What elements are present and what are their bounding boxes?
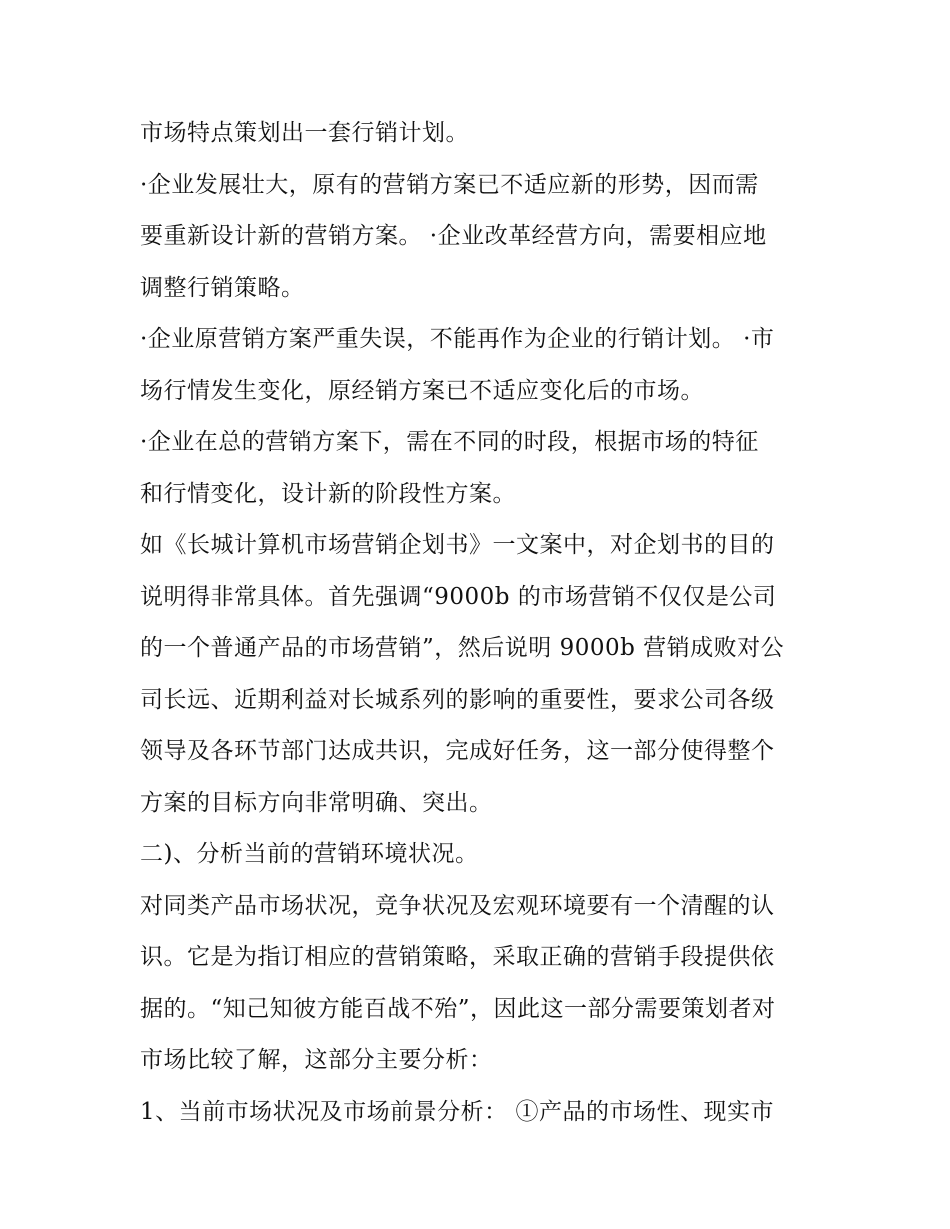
- text-line: 领导及各环节部门达成共识，完成好任务，这一部分使得整个: [140, 738, 775, 764]
- text-line: 1、当前市场状况及市场前景分析： ①产品的市场性、现实市: [140, 1098, 774, 1125]
- text-line: ·企业发展壮大，原有的营销方案已不适应新的形势，因而需: [140, 171, 759, 198]
- text-line: 司长远、近期利益对长城系列的影响的重要性，要求公司各级: [140, 686, 775, 713]
- text-line: ·企业原营销方案严重失误，不能再作为企业的行销计划。 ·市: [140, 326, 775, 352]
- text-line: 场行情发生变化，原经销方案已不适应变化后的市场。: [140, 377, 704, 404]
- text-line: 市场比较了解，这部分主要分析：: [140, 1047, 493, 1073]
- text-line: 对同类产品市场状况，竞争状况及宏观环境要有一个清醒的认: [140, 892, 775, 919]
- text-line: 据的。“知己知彼方能百战不殆”，因此这一部分需要策划者对: [140, 995, 776, 1022]
- text-line: 和行情变化，设计新的阶段性方案。: [140, 480, 516, 507]
- text-line: 要重新设计新的营销方案。 ·企业改革经营方向，需要相应地: [140, 223, 767, 249]
- text-line: 调整行销策略。: [140, 274, 305, 301]
- body-text: [140, 108, 820, 1138]
- text-line: 的一个普通产品的市场营销”，然后说明 9000b 营销成败对公: [140, 635, 785, 661]
- text-line: 说明得非常具体。首先强调“9000b 的市场营销不仅仅是公司: [140, 583, 777, 610]
- text-line: 方案的目标方向非常明确、突出。: [140, 789, 493, 816]
- text-line: 识。它是为指订相应的营销策略，采取正确的营销手段提供依: [140, 944, 775, 970]
- section-heading: 二)、分析当前的营销环境状况。: [140, 841, 479, 867]
- text-line: 如《长城计算机市场营销企划书》一文案中，对企划书的目的: [140, 532, 775, 558]
- text-line: 市场特点策划出一套行销计划。: [140, 120, 469, 146]
- text-line: ·企业在总的营销方案下，需在不同的时段，根据市场的特征: [140, 429, 759, 455]
